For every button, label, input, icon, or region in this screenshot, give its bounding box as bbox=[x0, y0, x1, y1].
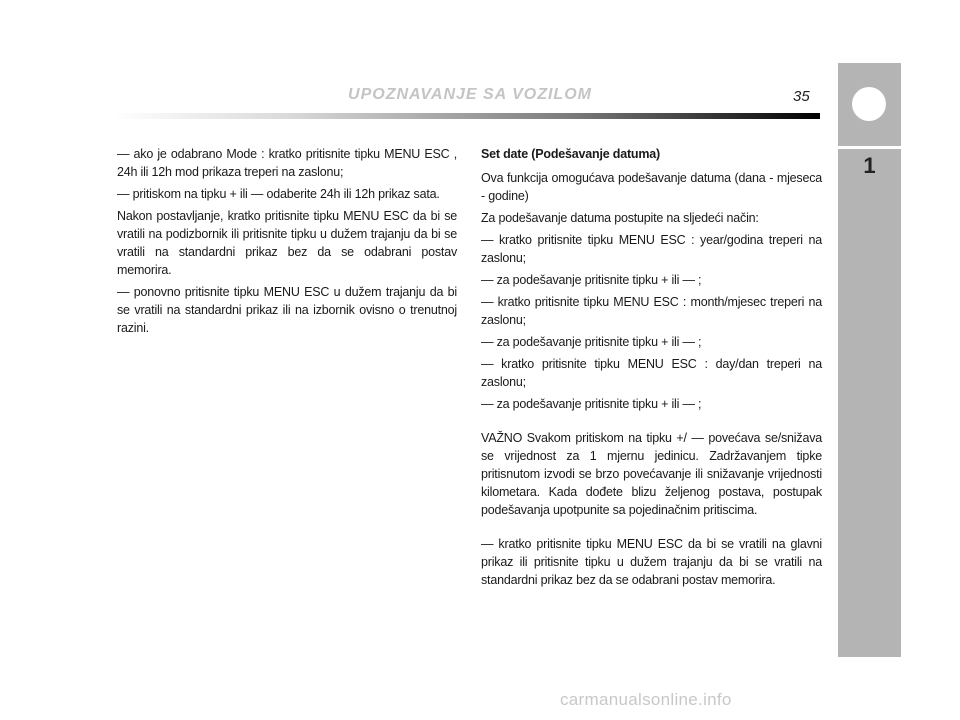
right-paragraph: — kratko pritisnite tipku MENU ESC : year/godina treperi na zaslonu; bbox=[481, 233, 822, 265]
important-note: VAŽNO Svakom pritiskom na tipku +/ — povećava se/snižava se vrijednost za 1 mjernu jedinicu. Zadržavanjem tipke pritisnutom izvodi se brzo povećavanje ili snižavanje vrijednosti kilometara. Kada dođete blizu željenog postava, postupak podešavanja upotpunite sa pojedinačnim pritiscima. bbox=[481, 431, 822, 517]
right-paragraph: — za podešavanje pritisnite tipku + ili — ; bbox=[481, 335, 702, 349]
header-rule bbox=[114, 113, 820, 119]
watermark: carmanualsonline.info bbox=[560, 690, 732, 709]
right-paragraph: — za podešavanje pritisnite tipku + ili — ; bbox=[481, 273, 702, 287]
final-instruction: — kratko pritisnite tipku MENU ESC da bi se vratili na glavni prikaz ili pritisnite tipku u dužem trajanju da bi se vratili na standardni prikaz bez da se odabrani postav memorira. bbox=[481, 537, 822, 587]
right-paragraph: — kratko pritisnite tipku MENU ESC : day/dan treperi na zaslonu; bbox=[481, 357, 822, 389]
left-paragraph: Nakon postavljanje, kratko pritisnite tipku MENU ESC da bi se vratili na podizbornik ili pritisnite tipku u dužem trajanju da bi se vratili na standardni prikaz bez da se odabrani postav memorira. bbox=[117, 209, 457, 277]
left-paragraph: — ako je odabrano Mode : kratko pritisnite tipku MENU ESC , 24h ili 12h mod prikaza treperi na zaslonu; bbox=[117, 147, 457, 179]
page-header-title: UPOZNAVANJE SA VOZILOM bbox=[348, 86, 592, 103]
right-column bbox=[481, 145, 822, 593]
tab-divider bbox=[838, 146, 901, 149]
chapter-side-tab bbox=[838, 63, 901, 657]
right-paragraph: Ova funkcija omogućava podešavanje datuma (dana - mjeseca - godine) bbox=[481, 171, 822, 203]
right-paragraph: Za podešavanje datuma postupite na sljedeći način: bbox=[481, 211, 759, 225]
chapter-circle-icon bbox=[852, 87, 886, 121]
left-paragraph: — pritiskom na tipku + ili — odaberite 24h ili 12h prikaz sata. bbox=[117, 187, 440, 201]
right-paragraph: — za podešavanje pritisnite tipku + ili — ; bbox=[481, 397, 702, 411]
section-heading: Set date (Podešavanje datuma) bbox=[481, 147, 660, 161]
left-paragraph: — ponovno pritisnite tipku MENU ESC u dužem trajanju da bi se vratili na standardni prikaz ili na izbornik ovisno o trenutnoj razini. bbox=[117, 285, 457, 335]
right-paragraph: — kratko pritisnite tipku MENU ESC : month/mjesec treperi na zaslonu; bbox=[481, 295, 822, 327]
chapter-number: 1 bbox=[863, 153, 876, 178]
left-column bbox=[117, 145, 457, 341]
page-number: 35 bbox=[793, 88, 810, 105]
